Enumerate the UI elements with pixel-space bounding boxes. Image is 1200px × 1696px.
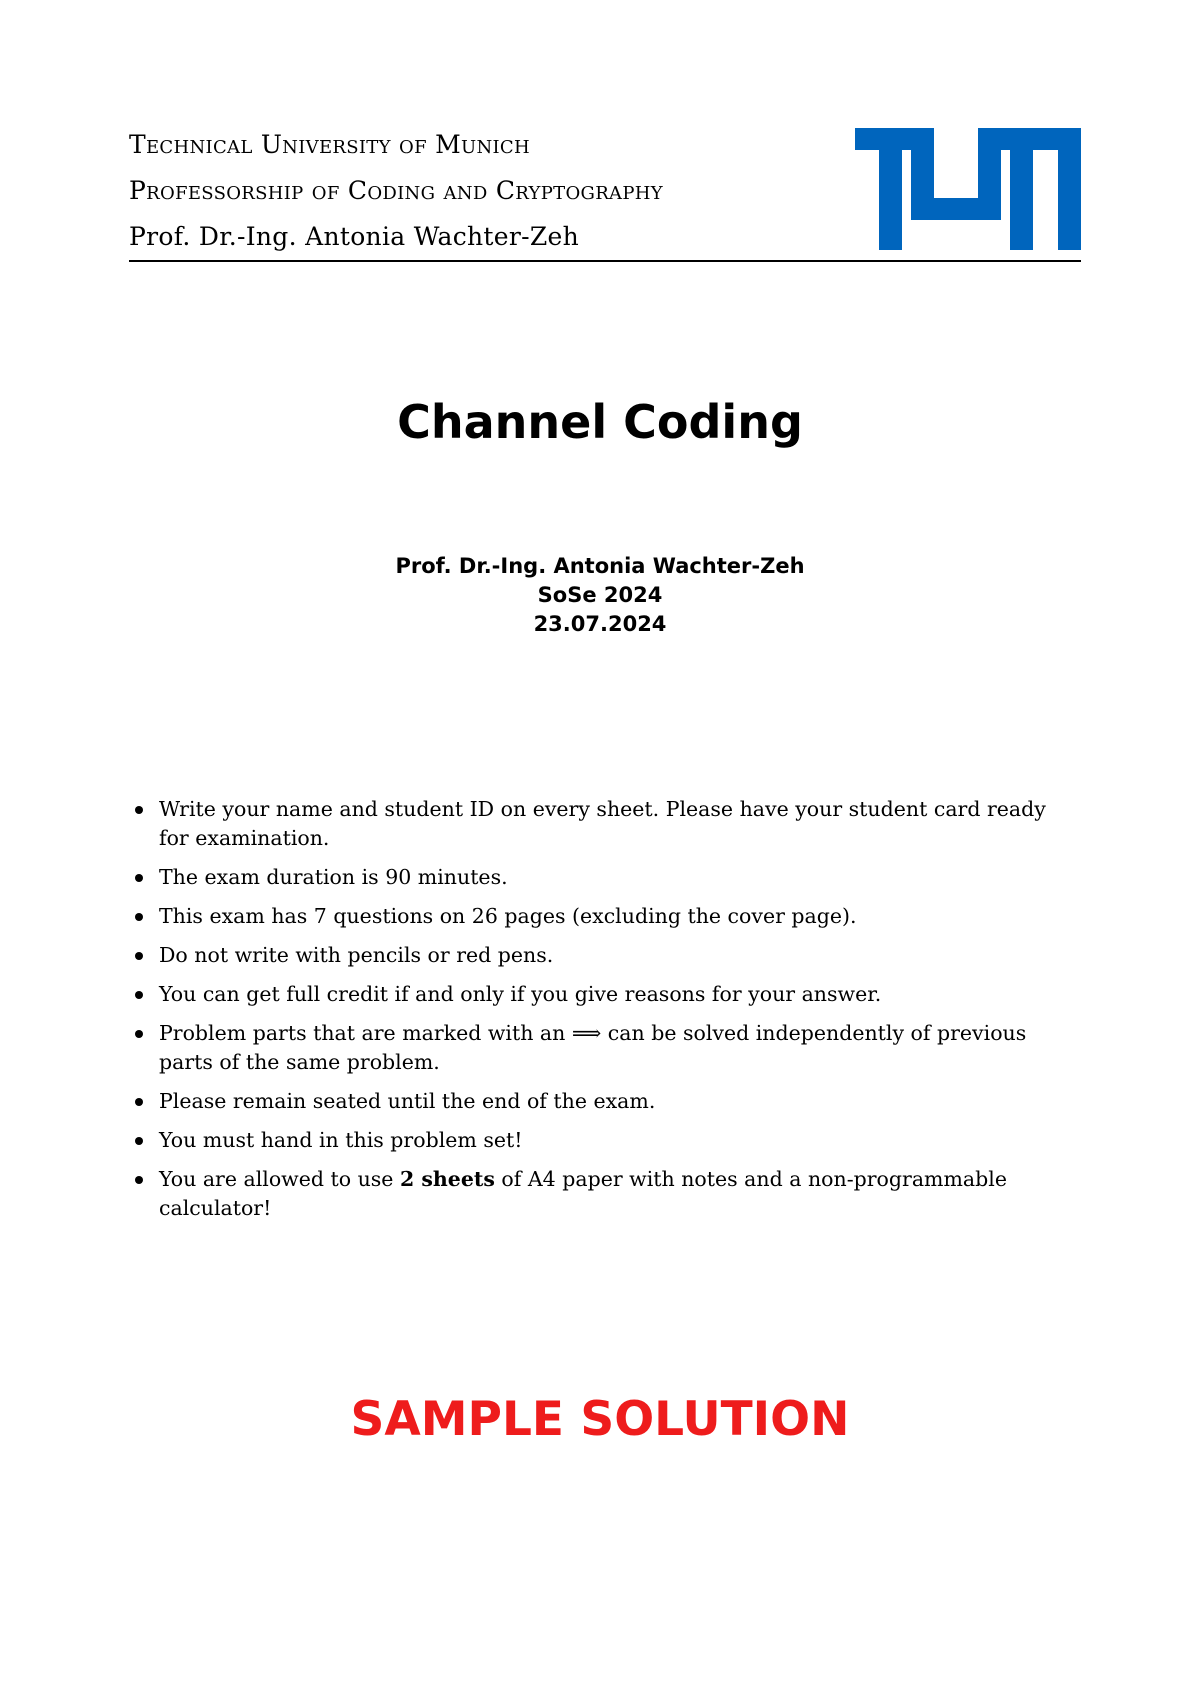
bullet-icon <box>135 913 143 921</box>
university-name: Technical University of Munich <box>129 130 531 159</box>
instruction-item <box>129 1165 1081 1223</box>
bullet-icon <box>135 991 143 999</box>
instruction-text: You must hand in this problem set! <box>159 1128 523 1152</box>
bullet-icon <box>135 1030 143 1038</box>
meta-author: Prof. Dr.-Ing. Antonia Wachter-Zeh <box>395 554 805 578</box>
instruction-text: Please remain seated until the end of the exam. <box>159 1089 656 1113</box>
professorship-name: Professorship of Coding and Cryptography <box>129 176 663 205</box>
instruction-text: Write your name and student ID on every sheet. Please have your student card ready for examination. <box>159 797 1046 850</box>
meta-semester: SoSe 2024 <box>537 583 663 607</box>
instruction-item <box>129 795 1081 853</box>
header-rule <box>129 260 1081 262</box>
meta-date: 23.07.2024 <box>533 612 667 636</box>
bullet-icon <box>135 806 143 814</box>
instruction-text: Do not write with pencils or red pens. <box>159 943 554 967</box>
instruction-text: You can get full credit if and only if you give reasons for your answer. <box>159 982 882 1006</box>
document-title: Channel Coding <box>397 395 803 449</box>
instructions-list <box>129 795 1081 1233</box>
bullet-icon <box>135 1137 143 1145</box>
instruction-item <box>129 902 1081 931</box>
instruction-item <box>129 1019 1081 1077</box>
instruction-text: The exam duration is 90 minutes. <box>159 865 508 889</box>
tum-logo <box>855 128 1081 250</box>
instruction-text-pre: You are allowed to use <box>159 1167 400 1191</box>
instruction-text: Problem parts that are marked with an ⟹ can be solved independently of previous parts of the same problem. <box>159 1021 1027 1074</box>
instruction-item <box>129 1087 1081 1116</box>
instruction-item <box>129 863 1081 892</box>
sample-solution-stamp: SAMPLE SOLUTION <box>350 1392 850 1447</box>
professor-name: Prof. Dr.-Ing. Antonia Wachter-Zeh <box>129 222 580 251</box>
bullet-icon <box>135 1176 143 1184</box>
instruction-text-post: of A4 paper with notes and a non-programmable calculator! <box>159 1167 1007 1220</box>
bullet-icon <box>135 952 143 960</box>
instruction-item <box>129 980 1081 1009</box>
bullet-icon <box>135 1098 143 1106</box>
instruction-text: This exam has 7 questions on 26 pages (excluding the cover page). <box>159 904 857 928</box>
bullet-icon <box>135 874 143 882</box>
instruction-text-bold: 2 sheets <box>399 1167 495 1191</box>
instruction-item <box>129 1126 1081 1155</box>
instruction-item <box>129 941 1081 970</box>
